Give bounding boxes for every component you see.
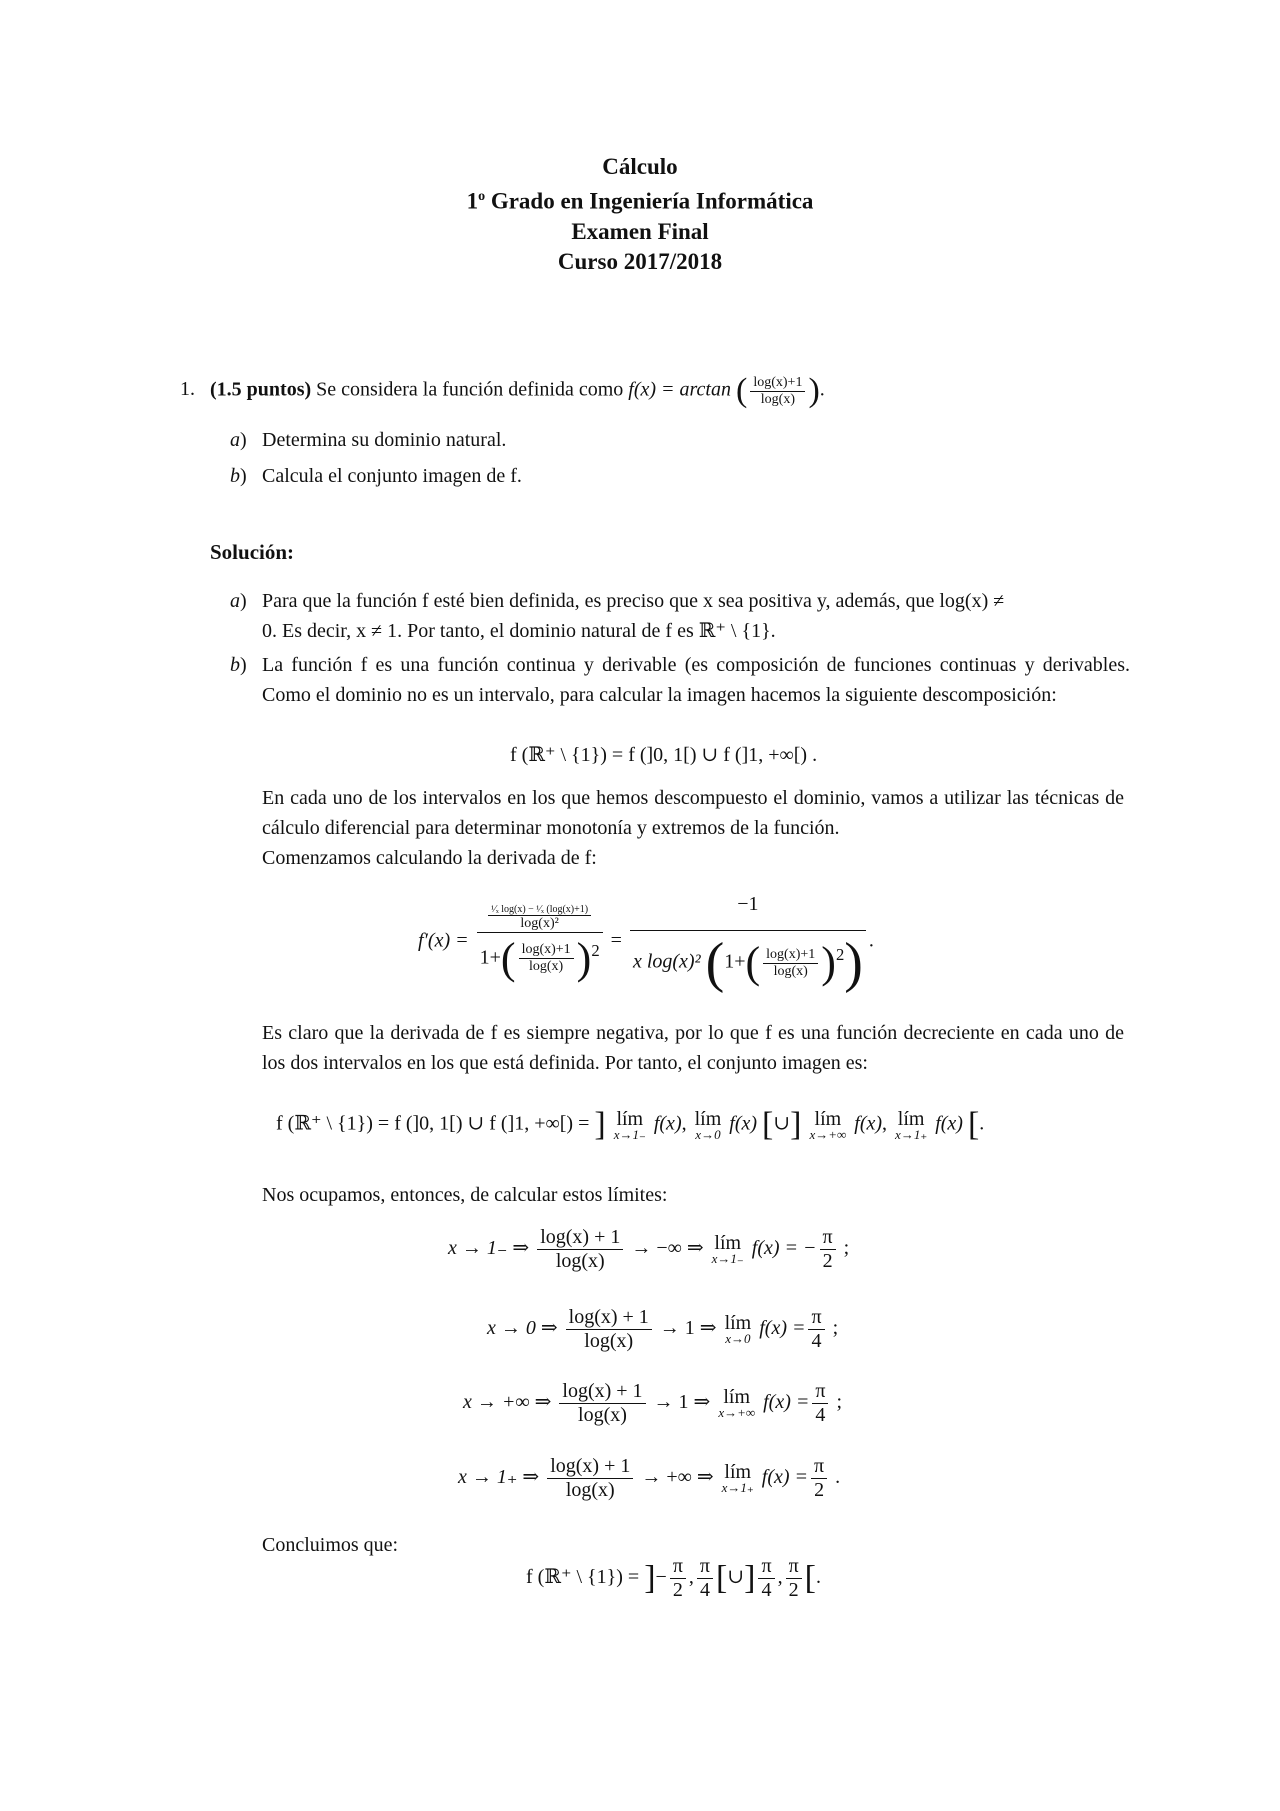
limit-row-3: x → +∞ ⇒ $\frac{\log(x) + 1}{\log(x)}$ → 1 ⇒ lím x→+∞ f(x) = $\frac{\pi}{4}$ ; xyxy=(463,1380,843,1426)
limit-row-2: x → 0 ⇒ $\frac{\log(x) + 1}{\log(x)}$ → 1 ⇒ lím x→0 f(x) = $\frac{\pi}{4}$ ; xyxy=(487,1306,839,1352)
exam-header xyxy=(0,152,1280,277)
problem-statement: (1.5 puntos) Se considera la función definida como f(x) = arctan ( $\frac{\log(x)+1}{\log(x)}$ ). xyxy=(210,372,825,409)
derivative-eq: f′(x) = $\frac{\text{¹⁄ₓ log(x) − ¹⁄ₓ (log(x)+1)}}{\text{log(x)²}}$ 1+( $\frac{\log(x)+1}{\log(x)}$ )$^2$ = −1 x log(x)² (1+( $\frac{\log(x)+1}{\log(x)}$ )$^2$) . xyxy=(418,893,874,994)
limit-row-4: x → 1₊ ⇒ $\frac{\log(x) + 1}{\log(x)}$ → +∞ ⇒ lím x→1₊ f(x) = $\frac{\pi}{2}$ . xyxy=(458,1455,841,1501)
solution-heading: Solución: xyxy=(210,540,295,564)
solution-a-line2: 0. Es decir, x ≠ 1. Por tanto, el dominio natural de f es ℝ⁺ \ {1}. xyxy=(262,620,776,642)
para-derivative-intro: Comenzamos calculando la derivada de f: xyxy=(262,847,597,869)
course-title: Cálculo xyxy=(602,154,678,179)
solution-a-line1: Para que la función f esté bien definida, es preciso que x sea positiva y, además, que log(x) ≠ xyxy=(262,590,1005,612)
para-intervals: En cada uno de los intervalos en los que hemos descompuesto el dominio, vamos a utilizar las técnicas de cálculo diferencial para determinar monotonía y extremos de la función. xyxy=(262,787,1124,839)
image-set-eq: f (ℝ⁺ \ {1}) = f (]0, 1[) ∪ f (]1, +∞[) = ] lím x→1₋ f(x), lím x→0 f(x) [∪] lím x→+∞ f(x), lím x→1₊ f(x) [. xyxy=(276,1106,985,1143)
para-limits-intro: Nos ocupamos, entonces, de calcular estos límites: xyxy=(262,1184,668,1206)
problem-parts xyxy=(230,425,1130,497)
course-year: Curso 2017/2018 xyxy=(557,248,723,274)
limit-row-1: x → 1₋ ⇒ $\frac{\log(x) + 1}{\log(x)}$ → −∞ ⇒ lím x→1₋ f(x) = − $\frac{\pi}{2}$ ; xyxy=(448,1226,850,1272)
para-decreasing: Es claro que la derivada de f es siempre negativa, por lo que f es una función decreciente en cada uno de los dos intervalos en los que está definida. Por tanto, el conjunto imagen es: xyxy=(262,1022,1124,1074)
part-a: a) Determina su dominio natural. xyxy=(230,429,507,451)
solution-part-a: a) Para que la función f esté bien definida, es preciso que x sea positiva y, además, que log(x) ≠ 0. Es decir, x ≠ 1. Por tanto, el dominio natural de f es ℝ⁺ \ {1}. xyxy=(230,586,1130,652)
degree-title: 1$^o$ Grado en Ingeniería Informática xyxy=(466,188,814,214)
exam-title: Examen Final xyxy=(571,218,709,244)
solution-part-b: b) La función f es una función continua y derivable (es composición de funciones continuas y derivables. Como el dominio no es un intervalo, para calcular la imagen hacemos la siguiente descomposición: xyxy=(230,654,1130,706)
problem-1 xyxy=(180,370,1120,409)
solution-b-text: La función f es una función continua y derivable (es composición de funciones continuas y derivables. Como el dominio no es un intervalo, para calcular la imagen hacemos la siguiente descomposición: xyxy=(262,654,1130,706)
problem-number: 1. xyxy=(180,378,195,400)
part-b: b) Calcula el conjunto imagen de f. xyxy=(230,465,522,487)
decomposition-eq: f (ℝ⁺ \ {1}) = f (]0, 1[) ∪ f (]1, +∞[) . xyxy=(510,744,818,766)
para-conclusion: Concluimos que: xyxy=(262,1534,399,1556)
final-result-eq: f (ℝ⁺ \ {1}) = ]− $\frac{\pi}{2}$ , $\frac{\pi}{4}$ [∪] $\frac{\pi}{4}$ , $\frac{\pi}{2}$ [. xyxy=(526,1555,821,1601)
